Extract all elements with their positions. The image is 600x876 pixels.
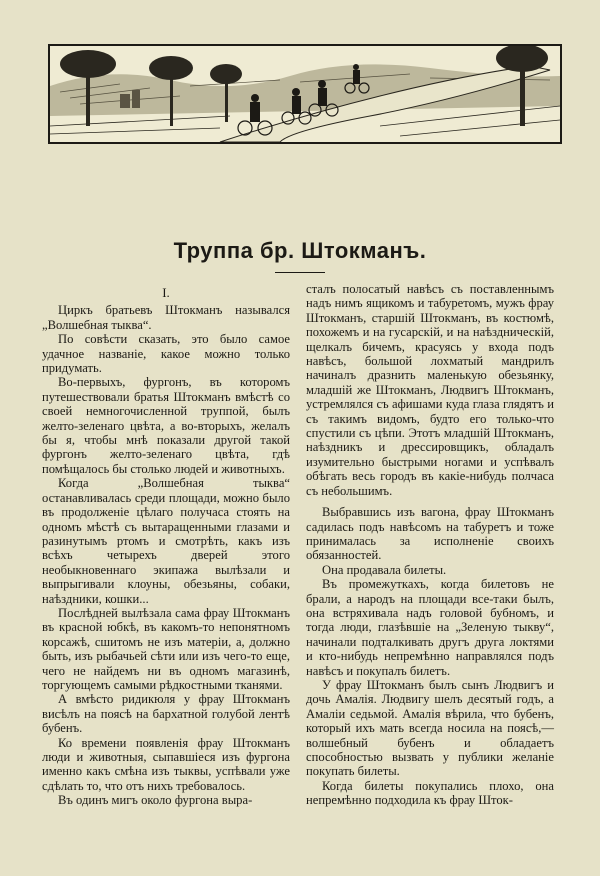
text-column-right [306,282,554,808]
paragraph: А вмѣсто ридикюля у фрау Штокманъ висѣлъ на поясѣ на бархатной голубой лентѣ бубенъ. [42,692,290,736]
paragraph: Она продавала билеты. [322,562,447,577]
paragraph: У фрау Штокманъ былъ сынъ Людвигъ и дочь Амалія. Людвигу шелъ десятый годъ, а Амаліи седьмой. Амалія вѣрила, что бубенъ, который ихъ мать всегда носила на поясѣ,—волшебный бубенъ и обладаетъ способностью вызвать у публики желаніе покупать билеты. [306,677,554,779]
paragraph: Ко времени появленія фрау Штокманъ люди и животныя, сыпавшіеся изъ фургона именно какъ смѣна изъ тыквы, успѣвали уже сдѣлать то, что отъ нихъ требовалось. [42,735,290,793]
text-column-left [42,282,290,808]
paragraph: Въ одинъ мигъ около фургона выра- [58,793,253,808]
chapter-number: I. [162,285,170,300]
paragraph: Когда „Волшебная тыква“ останавливалась среди площади, можно было въ продолженіе цѣлаго получаса стоять на одномъ мѣстѣ съ вытаращенными глазами и разинутымъ ртомъ и смотрѣть, какъ изъ всѣхъ четырехъ дверей этого необыкновеннаго экипажа вылѣзали и выпрыгивали клоуны, обезьяны, собаки, наѣздники, кошки... [42,476,290,606]
story-title: Труппа бр. Штокманъ. [173,238,427,263]
paragraph: Выбравшись изъ вагона, фрау Штокманъ садилась подъ навѣсомъ на табуретъ и тоже принималась за исполненіе своихъ обязанностей. [306,505,554,563]
title-rule [275,272,325,273]
paragraph: Когда билеты покупались плохо, она непремѣнно подходила къ фрау Шток- [306,778,554,808]
paragraph: сталъ полосатый навѣсъ съ поставленнымъ надъ нимъ ящикомъ и табуретомъ, мужъ фрау Штокманъ, старшій Штокманъ, въ костюмѣ, похожемъ и на гусарскій, и на наѣздническій, щелкалъ бичемъ, красуясь у входа подъ навѣсъ, большой лохматый мандрилъ начиналъ дразнить маленькую обезьянку, младшій же Штокманъ, Людвигъ Штокманъ, устремлялся съ афишами куда глаза глядятъ и съ такимъ видомъ, будто его только-что спустили съ цѣпи. Этотъ младшій Штокманъ, наѣздникъ и дрессировщикъ, обладалъ изумительно быстрыми ногами и успѣвалъ обѣгать весь городъ въ какіе-нибудь полчаса съ небольшимъ. [306,282,554,498]
paragraph: Циркъ братьевъ Штокманъ назывался „Волшебная тыква“. [42,303,290,332]
paragraph: Въ промежуткахъ, когда билетовъ не брали, а народъ на площади все-таки былъ, она встряхивала надъ головой бубномъ, и тогда люди, глазѣвшіе на „Зеленую тыкву“, начинали подталкивать другъ друга локтями и кто-нибудь непремѣнно направлялся подъ навѣсъ и покупалъ билетъ. [306,577,554,678]
cyclists-landscape-engraving [50,46,560,142]
header-illustration [48,44,562,144]
paragraph: Во-первыхъ, фургонъ, въ которомъ путешествовали братья Штокманъ вмѣстѣ со своей немногочисленной труппой, былъ желто-зеленаго цвѣта, а во-вторыхъ, желалъ бы я, чтобы мнѣ показали другой такой фургонъ желто-зеленаго цвѣта, гдѣ помѣщалось бы столько людей и животныхъ. [42,375,290,476]
paragraph: По совѣсти сказать, это было самое удачное названіе, какое можно только придумать. [42,332,290,376]
paragraph: Послѣдней вылѣзала сама фрау Штокманъ въ красной юбкѣ, въ какомъ-то непонятномъ корсажѣ, сшитомъ не изъ матеріи, а, должно быть, изъ рыбачьей сѣти или изъ чего-то еще, чего не найдемъ ни въ одномъ магазинѣ, торгующемъ самыми рѣдкостными тканями. [42,605,290,692]
